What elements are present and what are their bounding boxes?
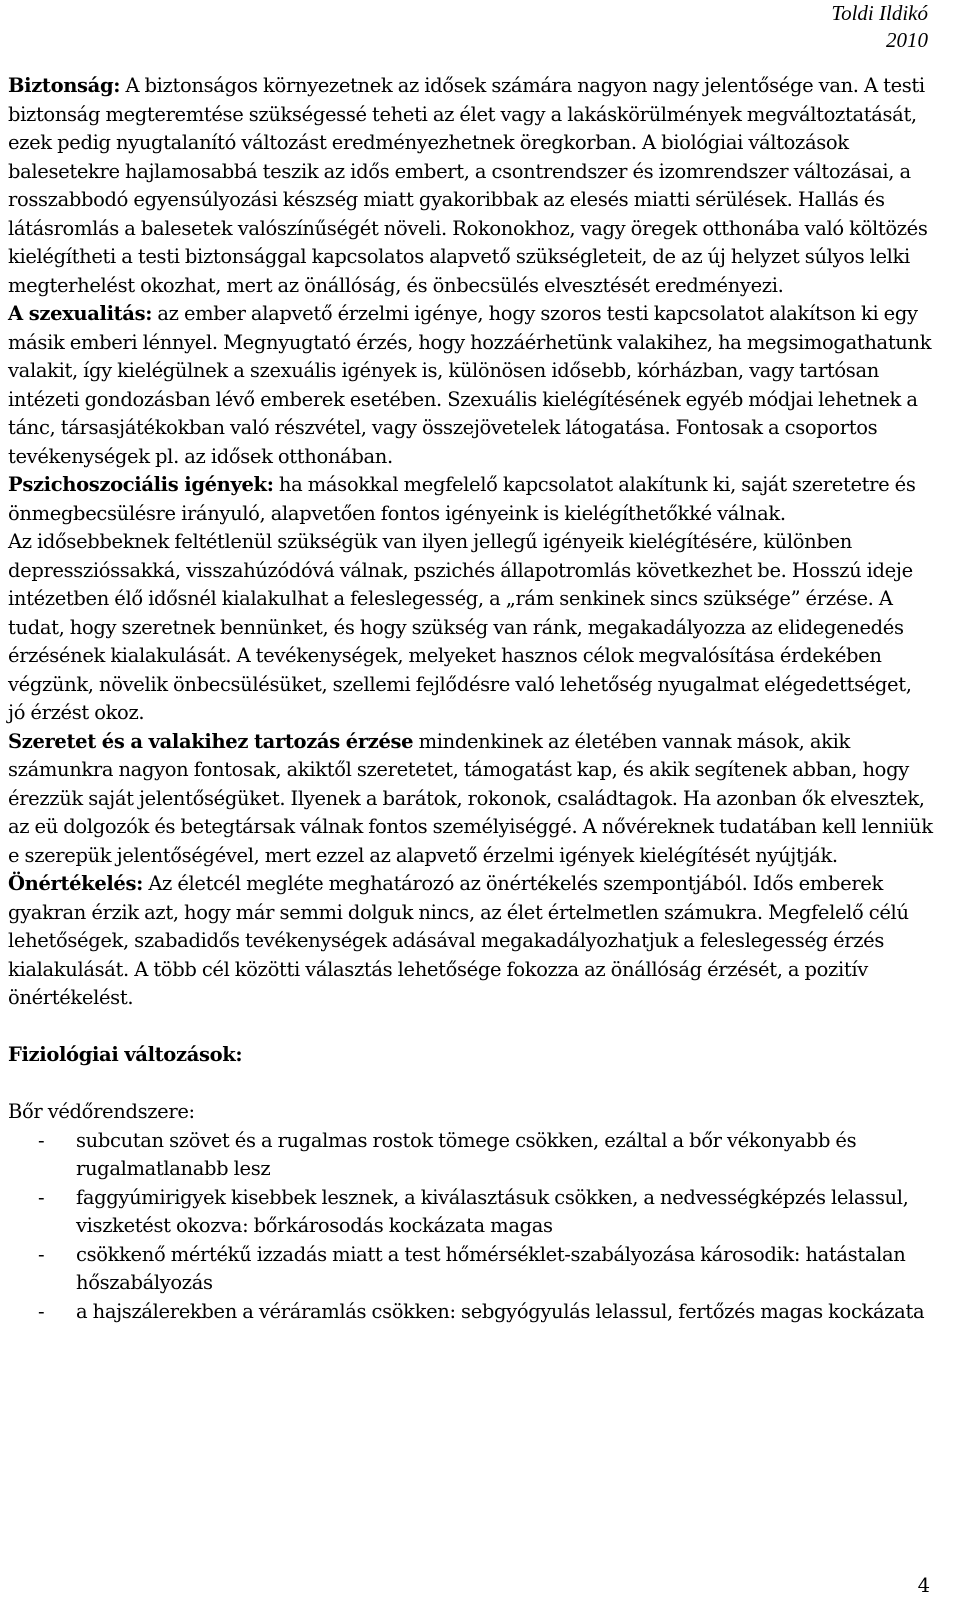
header-year: 2010 xyxy=(886,28,928,52)
term-biztonsag: Biztonság: xyxy=(8,74,121,97)
document-body xyxy=(8,72,933,1326)
paragraph-biztonsag xyxy=(8,72,933,300)
list-item-text: csökkenő mértékű izzadás miatt a test hőmérséklet-szabályozása károsodik: hatástalan hőszabályozás xyxy=(76,1242,906,1294)
page-number: 4 xyxy=(917,1574,930,1597)
list-item xyxy=(8,1184,933,1241)
dash-marker: - xyxy=(38,1185,45,1209)
section-subtitle: Bőr védőrendszere: xyxy=(8,1100,195,1123)
text-pszichoszocialis: ha másokkal megfelelő kapcsolatot alakítunk ki, saját szeretetre és önmegbecsülésre irányuló, alapvetően fontos igényeink is kielégíthetőkké válnak. xyxy=(8,473,916,525)
page-header xyxy=(831,0,928,54)
dash-marker: - xyxy=(38,1242,45,1266)
text-szeretet: mindenkinek az életében vannak mások, akik számunkra nagyon fontosak, akiktől szeretetet, támogatást kap, és akik segítenek abban, hogy érezzük saját jelentőségüket. Ilyenek a barátok, rokonok, családtagok. Ha azonban ők elvesztek, az eü dolgozók és betegtársak válnak fontos személyiséggé. A nővéreknek tudatában kell lenniük e szerepük jelentőségével, mert ezzel az alapvető érzelmi igények kielégítését nyújtják. xyxy=(8,729,933,867)
text-idosebbek: Az idősebbeknek feltétlenül szükségük van ilyen jellegű igényeik kielégítésére, különben depresszióssakká, visszahúzódóvá válnak, pszichés állapotromlás következhet be. Hosszú ideje intézetben élő idősnél kialakulhat a feleslegesség, a „rám senkinek sincs szüksége” érzése. A tudat, hogy szeretnek bennünket, és hogy szükség van ránk, megakadályozza az elidegenedés érzésének kialakulását. A tevékenységek, melyeket hasznos célok megvalósítása érdekében végzünk, növelik önbecsülésüket, szellemi fejlődésre való lehetőség nyugalmat elégedettséget, jó érzést okoz. xyxy=(8,530,913,724)
list-item-text: subcutan szövet és a rugalmas rostok tömege csökken, ezáltal a bőr vékonyabb és rugalmatlanabb lesz xyxy=(76,1128,857,1180)
paragraph-pszichoszocialis xyxy=(8,471,933,528)
list-item xyxy=(8,1127,933,1184)
term-szeretet: Szeretet és a valakihez tartozás érzése xyxy=(8,729,414,753)
paragraph-szexualitas xyxy=(8,300,933,471)
header-author: Toldi Ildikó xyxy=(831,1,928,25)
list-item-text: faggyúmirigyek kisebbek lesznek, a kiválasztásuk csökken, a nedvességképzés lelassul, viszketést okozva: bőrkárosodás kockázata magas xyxy=(76,1185,909,1237)
paragraph-szeretet xyxy=(8,728,933,871)
dash-marker: - xyxy=(38,1299,45,1323)
text-biztonsag: A biztonságos környezetnek az idősek számára nagyon nagy jelentősége van. A testi biztonság megteremtése szükségessé teheti az élet vagy a lakáskörülmények megváltoztatását, ezek pedig nyugtalanító változást eredményezhetnek öregkorban. A biológiai változások balesetekre hajlamosabbá teszik az idős embert, a csontrendszer és izomrendszer változásai, a rosszabbodó egyensúlyozási készség miatt gyakoribbak az elesés miatti sérülések. Hallás és látásromlás a balesetek valószínűségét növeli. Rokonokhoz, vagy öregek otthonába való költözés kielégítheti a testi biztonsággal kapcsolatos alapvető szükségleteit, de az új helyzet súlyos lelki megterhelést okozhat, mert az önállóság, és önbecsülés elvesztését eredményezi. xyxy=(8,74,928,297)
text-onertekeles: Az életcél megléte meghatározó az önértékelés szempontjából. Idős emberek gyakran érzik azt, hogy már semmi dolguk nincs, az élet értelmetlen számukra. Megfelelő célú lehetőségek, szabadidős tevékenységek adásával megakadályozhatjuk a feleslegesség érzés kialakulását. A több cél közötti választás lehetősége fokozza az önállóság érzését, a pozitív önértékelést. xyxy=(8,872,909,1009)
term-szexualitas: A szexualitás: xyxy=(8,302,153,325)
section-title: Fiziológiai változások: xyxy=(8,1043,243,1066)
spacer xyxy=(8,1013,933,1042)
dash-marker: - xyxy=(38,1128,45,1152)
paragraph-onertekeles xyxy=(8,870,933,1013)
list-item-text: a hajszálerekben a véráramlás csökken: sebgyógyulás lelassul, fertőzés magas kockázata xyxy=(76,1299,925,1323)
text-szexualitas: az ember alapvető érzelmi igénye, hogy szoros testi kapcsolatot alakítson ki egy másik emberi lénnyel. Megnyugtató érzés, hogy hozzáérhetünk valakihez, ha megsimogathatunk valakit, így kielégülnek a szexuális igények is, különösen idősebb, kórházban, vagy tartósan intézeti gondozásban lévő emberek esetében. Szexuális kielégítésének egyéb módjai lehetnek a tánc, társasjátékokban való részvétel, vagy összejövetelek látogatása. Fontosak a csoportos tevékenységek pl. az idősek otthonában. xyxy=(8,302,932,468)
skin-changes-list xyxy=(8,1127,933,1327)
term-pszichoszocialis: Pszichoszociális igények: xyxy=(8,473,274,496)
paragraph-idosebbek xyxy=(8,528,933,728)
list-item xyxy=(8,1241,933,1298)
spacer xyxy=(8,1070,933,1099)
list-item xyxy=(8,1298,933,1327)
term-onertekeles: Önértékelés: xyxy=(8,872,143,895)
